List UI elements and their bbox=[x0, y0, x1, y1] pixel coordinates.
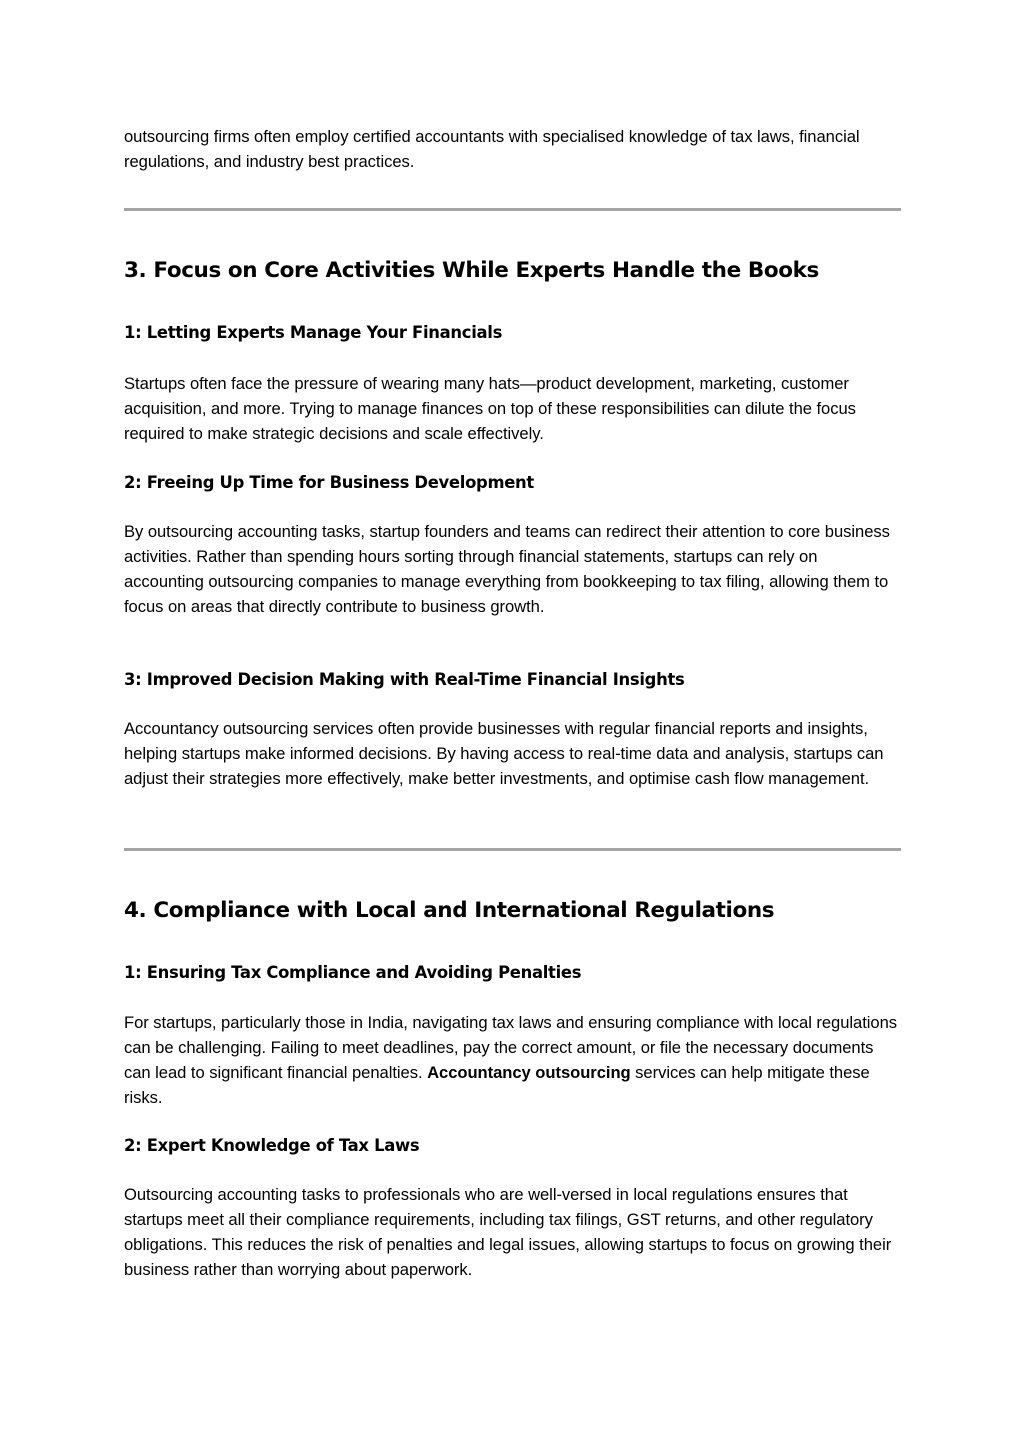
section-3-subheading-1: 1: Letting Experts Manage Your Financials bbox=[124, 323, 503, 342]
section-3-paragraph-1: Startups often face the pressure of wearing many hats—product development, marketing, customer acquisition, and more. Trying to manage finances on top of these responsibilities can dilute the focus required to make strategic decisions and scale effectively. bbox=[124, 374, 856, 443]
section-divider bbox=[124, 208, 901, 211]
paragraph-text: services can help mitigate these risks. bbox=[124, 1063, 870, 1107]
intro-paragraph: outsourcing firms often employ certified accountants with specialised knowledge of tax laws, financial regulations, and industry best practices. bbox=[124, 127, 860, 171]
paragraph-text: For startups, particularly those in India, navigating tax laws and ensuring compliance with local regulations can be challenging. Failing to meet deadlines, pay the correct amount, or file the necessary documents can lead to significant financial penalties. bbox=[124, 1013, 898, 1082]
section-3-paragraph-3: Accountancy outsourcing services often provide businesses with regular financial reports and insights, helping startups make informed decisions. By having access to real-time data and analysis, startups can adjust their strategies more effectively, make better investments, and optimise cash flow management. bbox=[124, 719, 884, 788]
section-3-subheading-3: 3: Improved Decision Making with Real-Time Financial Insights bbox=[124, 670, 685, 689]
section-4-heading: 4. Compliance with Local and International Regulations bbox=[124, 898, 775, 923]
section-3-heading: 3. Focus on Core Activities While Experts Handle the Books bbox=[124, 258, 819, 283]
bold-keyword: Accountancy outsourcing bbox=[427, 1063, 631, 1082]
section-4-paragraph-2: Outsourcing accounting tasks to professionals who are well-versed in local regulations ensures that startups meet all their compliance requirements, including tax filings, GST returns, and other regulatory obligations. This reduces the risk of penalties and legal issues, allowing startups to focus on growing their business rather than worrying about paperwork. bbox=[124, 1185, 892, 1279]
section-4-subheading-2: 2: Expert Knowledge of Tax Laws bbox=[124, 1136, 420, 1155]
section-divider bbox=[124, 848, 901, 851]
section-3-paragraph-2: By outsourcing accounting tasks, startup founders and teams can redirect their attention to core business activities. Rather than spending hours sorting through financial statements, startups can rely on accounting outsourcing companies to manage everything from bookkeeping to tax filing, allowing them to focus on areas that directly contribute to business growth. bbox=[124, 522, 890, 616]
section-3-subheading-2: 2: Freeing Up Time for Business Development bbox=[124, 473, 534, 492]
section-4-paragraph-1 bbox=[124, 1010, 901, 1110]
section-4-subheading-1: 1: Ensuring Tax Compliance and Avoiding Penalties bbox=[124, 963, 582, 982]
